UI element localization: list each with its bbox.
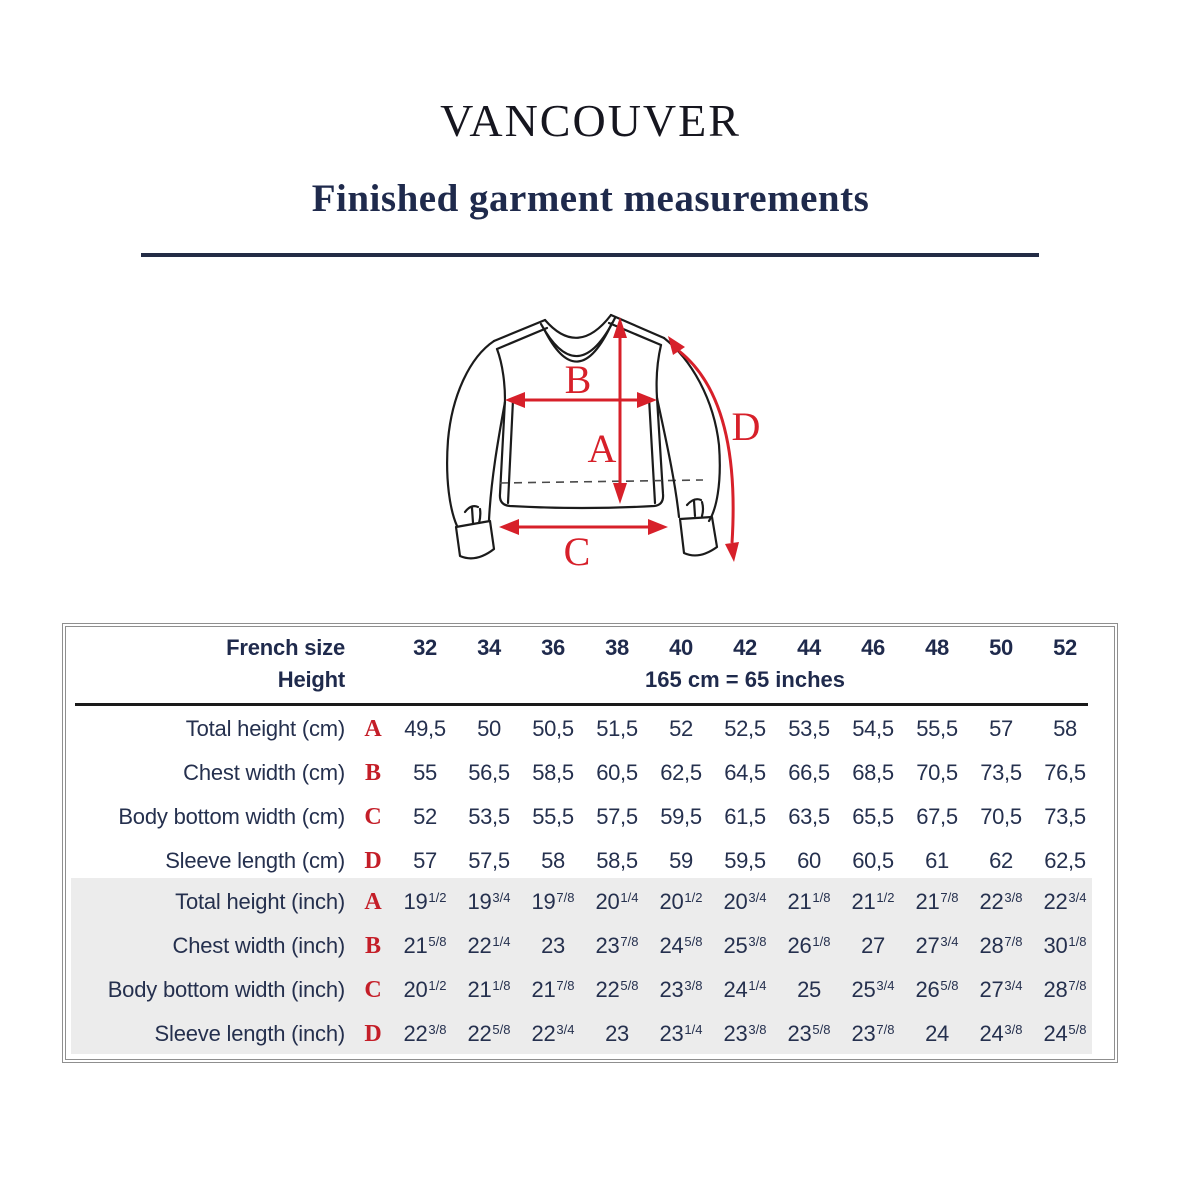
measurement-value: 50,5 — [532, 716, 574, 741]
measurement-value: $24^{5/8}$ — [659, 933, 703, 958]
measurement-value: 58 — [1053, 716, 1077, 741]
measurement-value: 52,5 — [724, 716, 766, 741]
measurement-value: 62,5 — [1044, 848, 1086, 873]
measurement-value: $22^{3/8}$ — [403, 1021, 447, 1046]
measurement-value: $21^{5/8}$ — [403, 933, 447, 958]
size-column-header: 44 — [797, 635, 821, 660]
size-column-header: 46 — [861, 635, 885, 660]
measurement-value: 62,5 — [660, 760, 702, 785]
measurement-value: $19^{7/8}$ — [531, 889, 575, 914]
page-title: VANCOUVER — [440, 95, 741, 146]
height-header: Height — [277, 667, 345, 692]
measurement-value: 63,5 — [788, 804, 830, 829]
measurement-value: $22^{1/4}$ — [467, 933, 511, 958]
row-label: Total height (cm) — [185, 716, 345, 741]
measurement-value: 23 — [541, 933, 565, 958]
cm-rows-section — [66, 707, 1114, 883]
size-column-header: 42 — [733, 635, 757, 660]
size-column-header: 52 — [1053, 635, 1077, 660]
table-row — [66, 880, 1114, 924]
measurement-value: 57 — [413, 848, 437, 873]
measurement-value: $26^{1/8}$ — [787, 933, 831, 958]
height-value: 165 cm = 65 inches — [645, 667, 845, 692]
measurement-value: $22^{5/8}$ — [467, 1021, 511, 1046]
size-column-header: 40 — [669, 635, 693, 660]
measurement-value: 58 — [541, 848, 565, 873]
row-letter: A — [364, 715, 382, 742]
size-column-header: 50 — [989, 635, 1013, 660]
row-label: Body bottom width (cm) — [118, 804, 345, 829]
row-letter: C — [364, 976, 382, 1003]
measurement-value: 73,5 — [980, 760, 1022, 785]
measurement-value: 73,5 — [1044, 804, 1086, 829]
french-size-header: French size — [226, 635, 345, 660]
measurement-value: 64,5 — [724, 760, 766, 785]
size-column-header: 38 — [605, 635, 629, 660]
measurement-value: 62 — [989, 848, 1013, 873]
table-header-sizes — [66, 633, 1114, 663]
row-letter: B — [364, 932, 381, 959]
title-divider — [141, 253, 1039, 257]
measurement-value: 60 — [797, 848, 821, 873]
measurement-value: 57,5 — [596, 804, 638, 829]
row-letter: A — [364, 888, 382, 915]
measurement-value: 66,5 — [788, 760, 830, 785]
measurement-value: $25^{3/8}$ — [723, 933, 767, 958]
measurement-value: 54,5 — [852, 716, 894, 741]
measurement-value: $21^{1/2}$ — [851, 889, 895, 914]
measurement-value: 59 — [669, 848, 693, 873]
measure-arrow-d — [668, 336, 739, 562]
table-row — [66, 924, 1114, 968]
page-subtitle: Finished garment measurements — [311, 177, 870, 220]
measurement-value: 52 — [669, 716, 693, 741]
measure-arrow-a — [613, 317, 627, 504]
size-column-header: 32 — [413, 635, 437, 660]
row-label: Chest width (cm) — [183, 760, 345, 785]
row-label: Sleeve length (inch) — [154, 1021, 345, 1046]
measurement-value: 60,5 — [596, 760, 638, 785]
measurement-value: 24 — [925, 1021, 949, 1046]
header-separator — [75, 703, 1088, 706]
measurement-value: $24^{5/8}$ — [1043, 1021, 1087, 1046]
table-row — [66, 707, 1114, 751]
measurement-value: $22^{3/4}$ — [1043, 889, 1087, 914]
measurement-value: 70,5 — [980, 804, 1022, 829]
row-letter: B — [364, 759, 381, 786]
measurement-value: $20^{1/2}$ — [659, 889, 703, 914]
measurement-value: 27 — [861, 933, 885, 958]
measurement-value: 61 — [925, 848, 949, 873]
measurement-value: 60,5 — [852, 848, 894, 873]
measurement-value: 50 — [477, 716, 501, 741]
measurement-value: 57,5 — [468, 848, 510, 873]
measurement-value: 56,5 — [468, 760, 510, 785]
table-row — [66, 751, 1114, 795]
row-letter: D — [364, 1020, 382, 1047]
measurement-value: $28^{7/8}$ — [979, 933, 1023, 958]
measurement-value: 49,5 — [404, 716, 446, 741]
measurement-value: $25^{3/4}$ — [851, 977, 895, 1002]
measurement-value: 70,5 — [916, 760, 958, 785]
measurement-value: $23^{1/4}$ — [659, 1021, 703, 1046]
measurement-value: 55 — [413, 760, 437, 785]
measurement-value: 52 — [413, 804, 437, 829]
measurements-table — [62, 623, 1118, 1063]
measurement-value: $23^{3/8}$ — [723, 1021, 767, 1046]
measurement-value: 59,5 — [724, 848, 766, 873]
diagram-label-d: D — [731, 404, 761, 449]
measurement-value: $20^{3/4}$ — [723, 889, 767, 914]
measurement-value: 55,5 — [532, 804, 574, 829]
measurement-value: 53,5 — [788, 716, 830, 741]
size-column-header: 48 — [925, 635, 949, 660]
table-header-height — [66, 667, 1114, 693]
measurement-value: 53,5 — [468, 804, 510, 829]
measurement-value: $24^{3/8}$ — [979, 1021, 1023, 1046]
measurement-value: $20^{1/4}$ — [595, 889, 639, 914]
size-column-header: 36 — [541, 635, 565, 660]
inch-rows-section — [66, 880, 1114, 1056]
table-row — [66, 839, 1114, 883]
measurement-value: $19^{1/2}$ — [403, 889, 447, 914]
measurement-value: $21^{1/8}$ — [467, 977, 511, 1002]
row-label: Chest width (inch) — [172, 933, 345, 958]
measurement-value: $27^{3/4}$ — [979, 977, 1023, 1002]
measurement-value: $22^{3/8}$ — [979, 889, 1023, 914]
measurement-value: 59,5 — [660, 804, 702, 829]
measurement-value: $23^{7/8}$ — [595, 933, 639, 958]
diagram-label-b: B — [564, 357, 592, 402]
measurement-value: $28^{7/8}$ — [1043, 977, 1087, 1002]
measurement-value: 23 — [605, 1021, 629, 1046]
row-letter: C — [364, 803, 382, 830]
measurement-value: $27^{3/4}$ — [915, 933, 959, 958]
measurement-value: $23^{5/8}$ — [787, 1021, 831, 1046]
measurement-value: 58,5 — [596, 848, 638, 873]
measurement-value: $24^{1/4}$ — [723, 977, 767, 1002]
size-column-header: 34 — [477, 635, 501, 660]
measurement-value: $19^{3/4}$ — [467, 889, 511, 914]
measurement-value: $22^{5/8}$ — [595, 977, 639, 1002]
table-row — [66, 968, 1114, 1012]
measurement-value: $30^{1/8}$ — [1043, 933, 1087, 958]
row-label: Sleeve length (cm) — [165, 848, 345, 873]
table-row — [66, 1012, 1114, 1056]
row-letter: D — [364, 847, 382, 874]
garment-diagram-icon — [420, 288, 780, 608]
measurement-value: 68,5 — [852, 760, 894, 785]
table-row — [66, 795, 1114, 839]
measurement-value: 76,5 — [1044, 760, 1086, 785]
measurement-value: 65,5 — [852, 804, 894, 829]
measurement-value: 67,5 — [916, 804, 958, 829]
measurement-value: $21^{7/8}$ — [531, 977, 575, 1002]
row-label: Total height (inch) — [175, 889, 345, 914]
measurement-value: $20^{1/2}$ — [403, 977, 447, 1002]
measurement-value: $22^{3/4}$ — [531, 1021, 575, 1046]
diagram-label-c: C — [563, 529, 591, 574]
measurement-value: $21^{1/8}$ — [787, 889, 831, 914]
measurement-value: 57 — [989, 716, 1013, 741]
measurement-value: $21^{7/8}$ — [915, 889, 959, 914]
measurement-value: $23^{3/8}$ — [659, 977, 703, 1002]
measurement-value: 55,5 — [916, 716, 958, 741]
measurement-value: 51,5 — [596, 716, 638, 741]
measurement-value: 61,5 — [724, 804, 766, 829]
row-label: Body bottom width (inch) — [107, 977, 345, 1002]
measurement-value: 58,5 — [532, 760, 574, 785]
measurement-value: $26^{5/8}$ — [915, 977, 959, 1002]
measurement-value: $23^{7/8}$ — [851, 1021, 895, 1046]
diagram-label-a: A — [587, 426, 617, 471]
measurement-value: 25 — [797, 977, 821, 1002]
